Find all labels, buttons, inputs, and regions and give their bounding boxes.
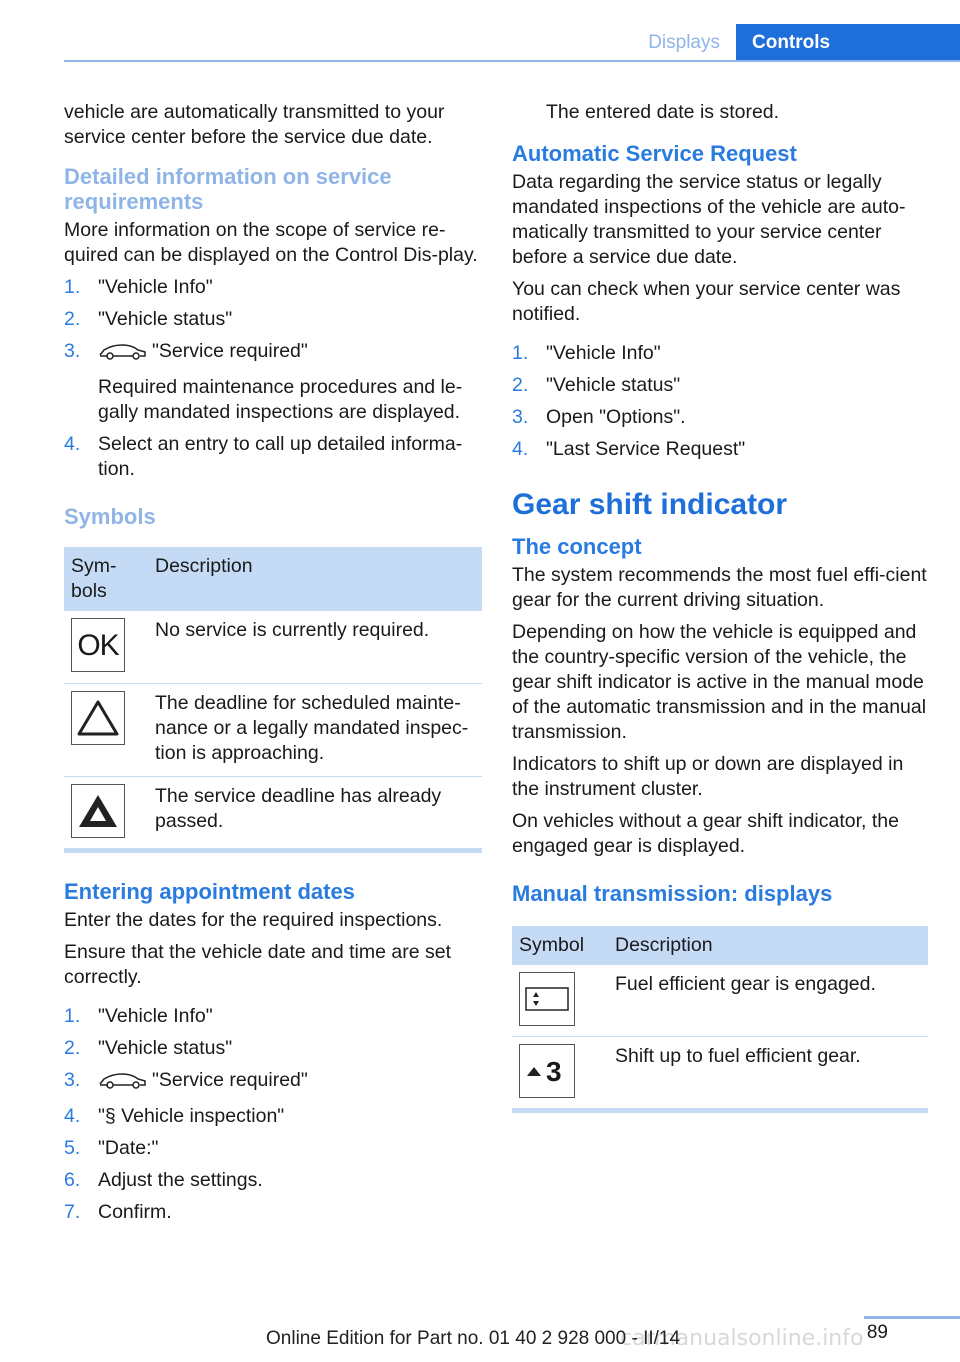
list-item: 2. "Vehicle status"	[64, 308, 233, 330]
table-row: Fuel efficient gear is engaged.	[512, 965, 928, 1037]
heading-symbols: Symbols	[64, 504, 156, 529]
heading-automatic-service-request: Automatic Service Request	[512, 141, 797, 166]
concept-paragraph-4: On vehicles without a gear shift indicator, the engaged gear is displayed.	[512, 810, 899, 857]
list-item: 5. "Date:"	[64, 1137, 159, 1159]
gear-symbols-table	[512, 926, 928, 1108]
heading-manual-transmission: Manual transmission: displays	[512, 881, 833, 906]
table-header-row	[512, 926, 928, 965]
heading-detailed-info: Detailed information on service requirements	[64, 164, 392, 214]
right-column	[512, 100, 928, 1113]
list-item: 3. Open "Options".	[512, 406, 686, 428]
list-item: 1. "Vehicle Info"	[64, 276, 213, 298]
column-header-description: Description	[148, 547, 482, 611]
shift-up-icon: 3	[519, 1044, 575, 1098]
asr-paragraph-2: You can check when your service center was notified.	[512, 278, 901, 325]
left-column	[64, 100, 482, 1232]
page-number: 89	[866, 1322, 888, 1343]
table-row: 3 Shift up to fuel efficient gear.	[512, 1037, 928, 1109]
table-header-row	[64, 547, 482, 611]
warning-triangle-icon	[71, 691, 125, 745]
asr-steps-list	[512, 341, 928, 462]
page-header	[64, 24, 960, 62]
concept-paragraph-1: The system recommends the most fuel effi-cient gear for the current driving situation.	[512, 564, 927, 611]
car-service-icon	[98, 1070, 148, 1097]
list-item: 1. "Vehicle Info"	[64, 1005, 213, 1027]
gear-efficient-icon	[519, 972, 575, 1026]
detailed-info-paragraph: More information on the scope of service re-quired can be displayed on the Control Dis-play.	[64, 219, 478, 266]
car-service-icon	[98, 341, 148, 368]
header-divider	[64, 60, 960, 62]
symbols-table	[64, 547, 482, 848]
warning-triangle-filled-icon	[71, 784, 125, 838]
heading-the-concept: The concept	[512, 534, 642, 559]
stored-text: The entered date is stored.	[546, 101, 780, 123]
list-item: 3. "Service required"	[64, 1068, 482, 1097]
concept-paragraph-3: Indicators to shift up or down are displayed in the instrument cluster.	[512, 753, 904, 800]
list-item: 2. "Vehicle status"	[64, 1037, 233, 1059]
list-item: 2. "Vehicle status"	[512, 374, 681, 396]
list-item: 6. Adjust the settings.	[64, 1169, 263, 1191]
page-footer	[0, 1316, 960, 1356]
list-item: 4. Select an entry to call up detailed informa-tion.	[64, 433, 463, 480]
table-end-rule	[512, 1108, 928, 1113]
appointment-steps-list	[64, 1004, 482, 1225]
heading-entering-appointment: Entering appointment dates	[64, 879, 355, 904]
watermark: carmanualsonline.info	[620, 1326, 864, 1351]
tab-displays[interactable]: Displays	[648, 32, 720, 53]
list-item: 1. "Vehicle Info"	[512, 342, 661, 364]
intro-paragraph: vehicle are automatically transmitted to your service center before the service due date.	[64, 101, 445, 148]
appointment-paragraph-1: Enter the dates for the required inspections.	[64, 909, 443, 931]
service-steps-list	[64, 275, 482, 482]
list-item: 7. Confirm.	[64, 1201, 172, 1223]
list-item: 4. "§ Vehicle inspection"	[64, 1105, 285, 1127]
list-item-subtext: Required maintenance procedures and le-gally mandated inspections are displayed.	[98, 376, 463, 423]
appointment-paragraph-2: Ensure that the vehicle date and time are set correctly.	[64, 941, 451, 988]
column-header-symbol: Symbol	[512, 926, 608, 965]
column-header-description: Description	[608, 926, 928, 965]
concept-paragraph-2: Depending on how the vehicle is equipped and the country-specific version of the vehicle, the gear shift indicator is active in the manual mode of the automatic transmission and in the manual transmission.	[512, 621, 927, 743]
ok-icon: OK	[71, 618, 125, 672]
list-item: 4. "Last Service Request"	[512, 438, 746, 460]
table-row: The service deadline has already passed.	[64, 777, 482, 849]
table-end-rule	[64, 848, 482, 853]
tab-controls[interactable]: Controls	[736, 24, 960, 62]
heading-gear-shift-indicator: Gear shift indicator	[512, 488, 788, 521]
list-item: 3. "Service required" Required maintenance procedures and le-gally mandated inspections are displayed.	[64, 339, 482, 425]
asr-paragraph-1: Data regarding the service status or legally mandated inspections of the vehicle are auto-matically transmitted to your service center before a service due date.	[512, 171, 906, 268]
column-header-symbols: Sym-bols	[64, 547, 148, 611]
table-row: OK No service is currently required.	[64, 611, 482, 684]
edition-text: Online Edition for Part no. 01 40 2 928 000 - II/14	[266, 1328, 681, 1349]
table-row: The deadline for scheduled mainte-nance or a legally mandated inspec-tion is approaching.	[64, 684, 482, 777]
footer-divider	[864, 1316, 960, 1319]
